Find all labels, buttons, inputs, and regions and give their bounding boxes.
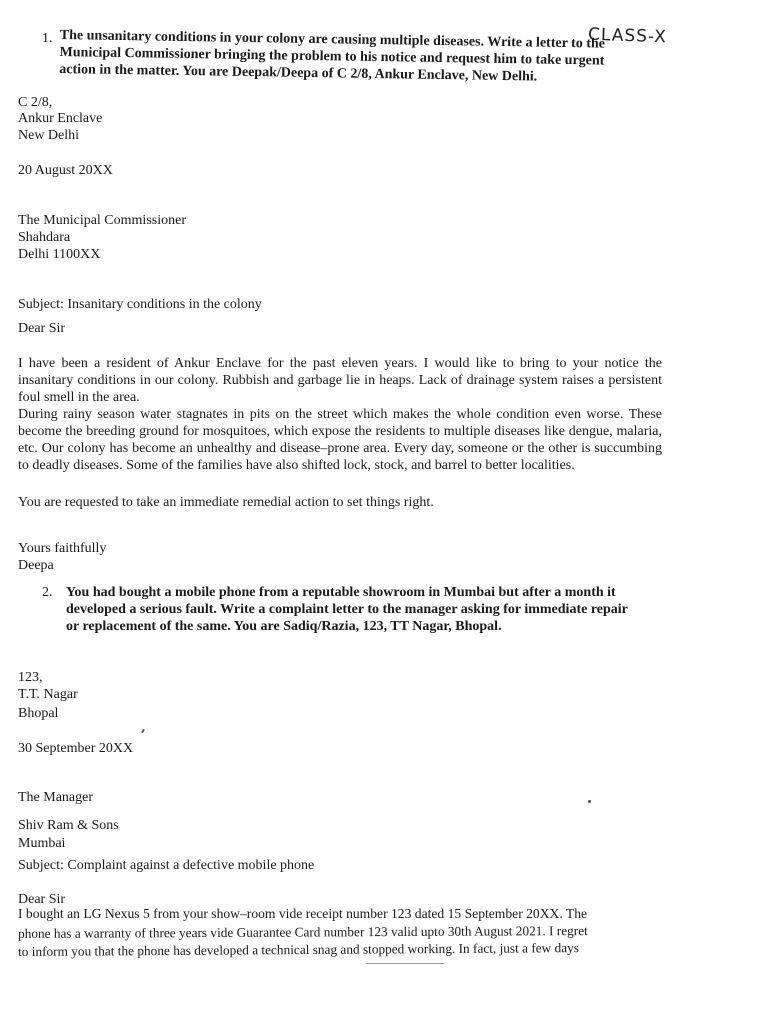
class-handwritten-mark: CLASS-X	[587, 24, 668, 48]
letter-date: 20 August 20XX	[18, 163, 113, 178]
question-2-line: developed a serious fault. Write a complaint letter to the manager asking for immediate repair	[66, 602, 628, 617]
question-2-line: or replacement of the same. You are Sadiq/Razia, 123, TT Nagar, Bhopal.	[66, 619, 502, 634]
question-2-text	[66, 584, 628, 635]
letter-body-paragraph: I have been a resident of Ankur Enclave for the past eleven years. I would like to bring to your notice the insanitary conditions in our colony. Rubbish and garbage lie in heaps. Lack of drainage system raises a persistent foul smell in the area.	[18, 356, 662, 405]
receiver-line: The Municipal Commissioner	[18, 213, 186, 228]
sender-address-line: New Delhi	[18, 128, 80, 143]
letter-body-line: I bought an LG Nexus 5 from your show–room vide receipt number 123 dated 15 September 20XX. The	[18, 906, 588, 921]
letter-subject: Subject: Insanitary conditions in the colony	[18, 297, 262, 312]
question-2-number: 2.	[42, 585, 53, 600]
question-1-number: 1.	[42, 31, 53, 46]
sender-address-line: Bhopal	[18, 706, 59, 721]
letter-salutation: Dear Sir	[18, 321, 66, 336]
letter-signature: Deepa	[18, 558, 54, 573]
letter-body-paragraph: During rainy season water stagnates in pits on the street which makes the whole condition even worse. These become the breeding ground for mosquitoes, which expose the residents to multiple diseases like dengue, malaria, etc. Our colony has become an unhealthy and disease–prone area. Every day, someone or the other is succumbing to deadly diseases. Some of the families have also shifted lock, stock, and barrel to better localities.	[18, 407, 662, 473]
sender-address-line: Ankur Enclave	[18, 111, 103, 126]
scan-line	[366, 963, 444, 964]
letter-date: 30 September 20XX	[18, 741, 134, 756]
sender-address-line: 123,	[18, 670, 43, 685]
question-1-text	[59, 27, 605, 87]
receiver-line: Delhi 1100XX	[18, 247, 101, 262]
letter-subject: Subject: Complaint against a defective mobile phone	[18, 858, 315, 873]
receiver-line: Shiv Ram & Sons	[18, 818, 119, 833]
question-1-line: Municipal Commissioner bringing the problem to his notice and request him to take urgent	[59, 44, 605, 69]
letter-salutation: Dear Sir	[18, 892, 66, 907]
question-1-line: The unsanitary conditions in your colony are causing multiple diseases. Write a letter to the	[59, 27, 606, 52]
sender-address-line: C 2/8,	[18, 95, 53, 110]
scan-speck	[588, 800, 591, 803]
letter-body-line: to inform you that the phone has developed a technical snag and stopped working. In fact, just a few days	[18, 940, 580, 959]
letter-closing: Yours faithfully	[18, 541, 107, 556]
question-1-line: action in the matter. You are Deepak/Deepa of C 2/8, Ankur Enclave, New Delhi.	[59, 61, 538, 85]
receiver-line: Mumbai	[18, 836, 66, 851]
scan-speck	[141, 729, 145, 733]
letter-body-line: phone has a warranty of three years vide Guarantee Card number 123 valid upto 30th August 2021. I regret	[18, 923, 588, 941]
letter-body-paragraph: You are requested to take an immediate remedial action to set things right.	[18, 495, 434, 510]
sender-address-line: T.T. Nagar	[18, 687, 78, 702]
receiver-line: Shahdara	[18, 230, 71, 245]
receiver-title: The Manager	[18, 790, 94, 805]
question-2-line: You had bought a mobile phone from a reputable showroom in Mumbai but after a month it	[66, 585, 616, 600]
